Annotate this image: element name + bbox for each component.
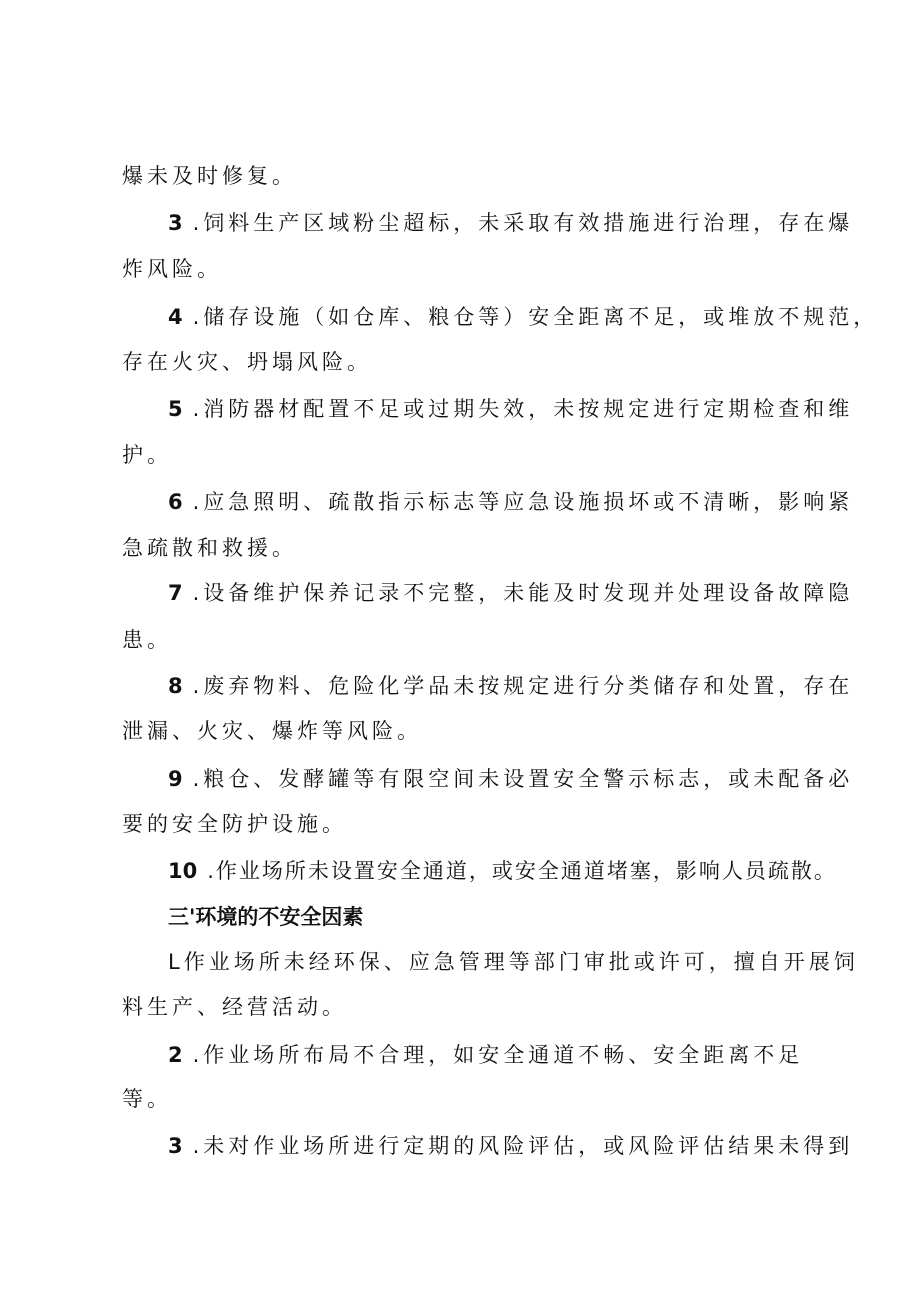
list-item-3: [168, 208, 853, 238]
text-line: [122, 809, 347, 839]
item-text: .应急照明、疏散指示标志等应急设施损坏或不清晰，影响紧: [192, 490, 854, 514]
item-text: .设备维护保养记录不完整，未能及时发现并处理设备故障隐: [192, 581, 854, 605]
item-number: 3: [168, 1134, 183, 1158]
text-line: [122, 1084, 172, 1114]
text-line: [122, 440, 172, 470]
line-text: 急疏散和救援。: [122, 536, 297, 560]
item-number: 2: [168, 1043, 183, 1067]
text-line: [122, 533, 297, 563]
list-item-3b: [168, 1131, 853, 1161]
line-text: 炸风险。: [122, 257, 222, 281]
text-line: [122, 716, 422, 746]
item-text: L作业场所未经环保、应急管理等部门审批或许可，擅自开展饲: [168, 950, 859, 974]
item-number: 7: [168, 581, 183, 605]
list-item-4: [168, 302, 878, 332]
item-text: .废弃物料、危险化学品未按规定进行分类储存和处置，存在: [192, 674, 854, 698]
line-text: 等。: [122, 1087, 172, 1111]
line-text: 料生产、经营活动。: [122, 995, 347, 1019]
line-text: 护。: [122, 443, 172, 467]
text-line: [122, 254, 222, 284]
item-text: .未对作业场所进行定期的风险评估，或风险评估结果未得到: [192, 1134, 854, 1158]
list-item-6: [168, 487, 853, 517]
item-number: 5: [168, 397, 183, 421]
list-item-10: [168, 856, 837, 886]
item-number: 10: [168, 859, 198, 883]
item-number: 6: [168, 490, 183, 514]
section-heading: [168, 902, 363, 932]
list-item-2: [168, 1040, 803, 1070]
list-item-8: [168, 671, 853, 701]
item-text: .消防器材配置不足或过期失效，未按规定进行定期检查和维: [192, 397, 854, 421]
item-text: .作业场所未设置安全通道，或安全通道堵塞，影响人员疏散。: [207, 859, 837, 883]
list-item-9: [168, 764, 853, 794]
text-line: [122, 992, 347, 1022]
item-text: .作业场所布局不合理，如安全通道不畅、安全距离不足: [192, 1043, 804, 1067]
text-line: [122, 161, 297, 191]
text-line: [122, 347, 372, 377]
list-item-7: [168, 578, 853, 608]
item-text: .饲料生产区域粉尘超标，未采取有效措施进行治理，存在爆: [192, 211, 854, 235]
item-number: 3: [168, 211, 183, 235]
line-text: 爆未及时修复。: [122, 164, 297, 188]
line-text: 泄漏、火灾、爆炸等风险。: [122, 719, 422, 743]
list-item-1: [168, 947, 859, 977]
item-number: 4: [168, 305, 183, 329]
text-line: [122, 625, 172, 655]
line-text: 患。: [122, 628, 172, 652]
line-text: 存在火灾、坍塌风险。: [122, 350, 372, 374]
line-text: 要的安全防护设施。: [122, 812, 347, 836]
list-item-5: [168, 394, 853, 424]
item-text: .储存设施（如仓库、粮仓等）安全距离不足，或堆放不规范，: [192, 305, 879, 329]
heading-text: 三'环境的不安全因素: [168, 905, 364, 929]
item-number: 8: [168, 674, 183, 698]
item-number: 9: [168, 767, 183, 791]
item-text: .粮仓、发酵罐等有限空间未设置安全警示标志，或未配备必: [192, 767, 854, 791]
